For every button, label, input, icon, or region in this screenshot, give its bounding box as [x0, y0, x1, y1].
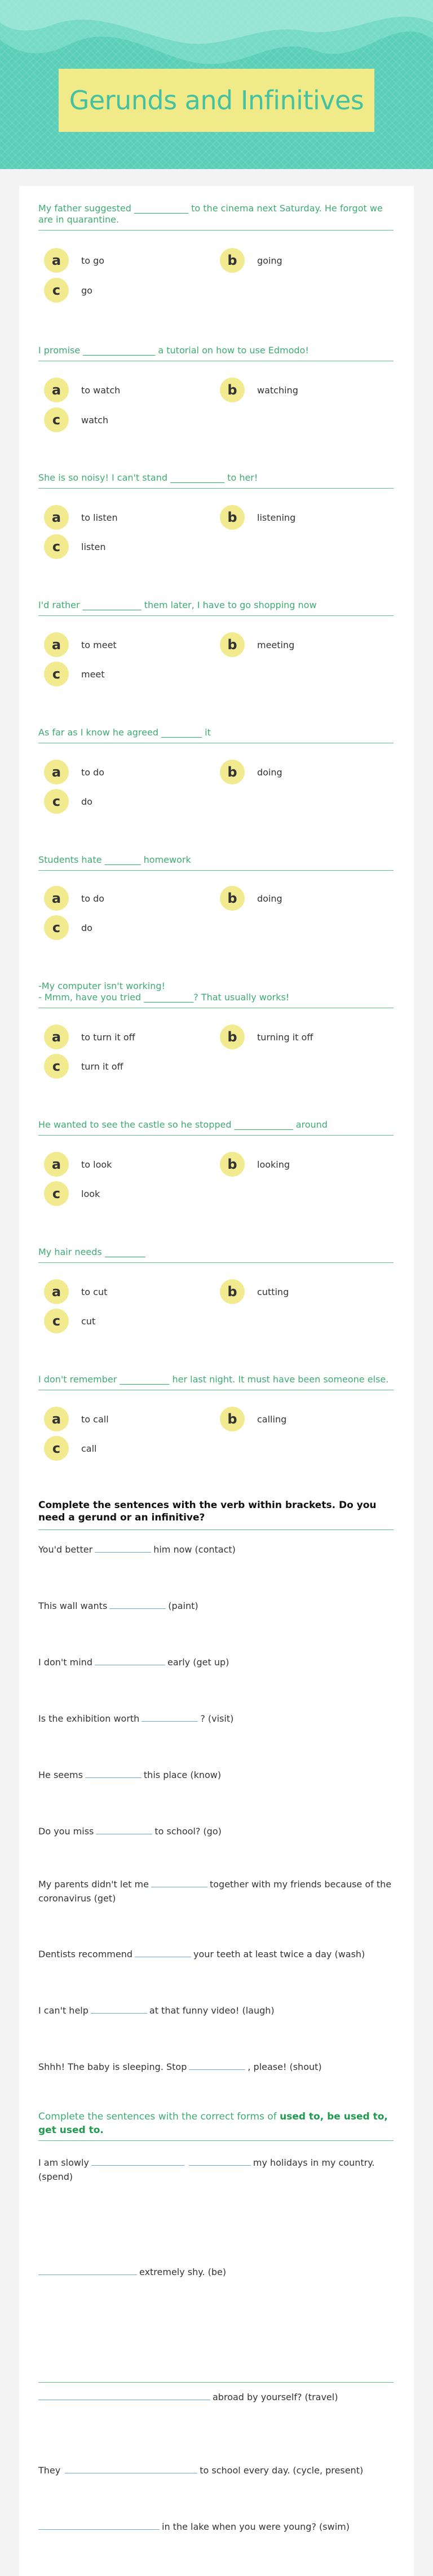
option-badge: c: [44, 1436, 69, 1461]
question-text: My hair needs _________: [38, 1247, 394, 1263]
option-label: do: [81, 922, 92, 933]
option-b[interactable]: [220, 1152, 290, 1177]
option-c[interactable]: [44, 407, 108, 432]
question-text: She is so noisy! I can't stand ____________ to her!: [38, 472, 394, 489]
question-text: I don't remember ___________ her last night. It must have been someone else.: [38, 1374, 394, 1390]
option-a[interactable]: [44, 1152, 112, 1177]
option-badge: b: [220, 1279, 245, 1304]
question-text: I promise ________________ a tutorial on how to use Edmodo!: [38, 345, 394, 361]
option-badge: b: [220, 248, 245, 273]
option-badge: c: [44, 407, 69, 432]
question-text: My father suggested ____________ to the cinema next Saturday. He forgot we are in quarantine.: [38, 203, 394, 230]
sentence-text: him now (contact): [153, 1544, 236, 1555]
option-label: call: [81, 1443, 97, 1454]
sentence-text: my holidays in my country. (spend): [38, 2157, 375, 2182]
option-label: to do: [81, 766, 105, 778]
option-label: to meet: [81, 639, 117, 650]
answer-blank[interactable]: [142, 1711, 198, 1722]
answer-blank[interactable]: [38, 2389, 210, 2400]
mc-question-7: [38, 981, 413, 1008]
option-a[interactable]: [44, 760, 104, 784]
option-c[interactable]: [44, 1309, 95, 1333]
option-a[interactable]: [44, 1407, 109, 1431]
page-title: Gerunds and Infinitives: [69, 85, 364, 116]
option-label: to cut: [81, 1286, 108, 1297]
option-a[interactable]: [44, 632, 117, 657]
option-b[interactable]: [220, 1407, 286, 1431]
worksheet-card: [19, 186, 414, 2576]
mc-question-6: [38, 854, 413, 871]
sentence-text: He seems: [38, 1770, 83, 1780]
option-badge: a: [44, 1152, 69, 1177]
answer-blank[interactable]: [95, 1655, 165, 1665]
option-badge: b: [220, 1025, 245, 1049]
answer-blank[interactable]: [96, 1824, 152, 1834]
sentence-text: They: [38, 2465, 61, 2476]
option-b[interactable]: [220, 378, 298, 402]
fill-sentence-8: [38, 1947, 394, 1961]
header-banner: [0, 0, 433, 169]
option-badge: a: [44, 1279, 69, 1304]
option-a[interactable]: [44, 1025, 135, 1049]
option-badge: b: [220, 1152, 245, 1177]
sentence-text: extremely shy. (be): [139, 2267, 227, 2277]
option-label: watching: [257, 384, 298, 396]
sentence-text: Shhh! The baby is sleeping. Stop: [38, 2061, 187, 2072]
answer-blank[interactable]: [38, 2519, 160, 2530]
fill-sentence-5: [38, 1767, 394, 1782]
mc-question-9: [38, 1247, 413, 1263]
option-label: cut: [81, 1315, 96, 1327]
option-c[interactable]: [44, 534, 105, 559]
sentence-text: in the lake when you were young? (swim): [162, 2521, 350, 2532]
sentence-text: abroad by yourself? (travel): [213, 2392, 338, 2402]
mc-question-10: [38, 1374, 413, 1390]
divider: [38, 2382, 394, 2383]
answer-blank[interactable]: [85, 1767, 142, 1778]
option-c[interactable]: [44, 278, 92, 303]
option-label: turn it off: [81, 1061, 123, 1072]
sentence-text: ? (visit): [200, 1713, 234, 1724]
sentence-text: You'd better: [38, 1544, 93, 1555]
option-a[interactable]: [44, 248, 104, 273]
section-title-used-to: [38, 2110, 394, 2141]
answer-blank[interactable]: [189, 2155, 251, 2166]
option-label: to listen: [81, 512, 118, 523]
option-b[interactable]: [220, 760, 282, 784]
option-b[interactable]: [220, 1279, 289, 1304]
fill-sentence-3: [38, 1655, 394, 1669]
option-label: watch: [81, 414, 109, 425]
option-badge: c: [44, 1181, 69, 1206]
sentence-text: , please! (shout): [248, 2061, 322, 2072]
option-badge: a: [44, 886, 69, 911]
sentence-text: together with my friends because of the coronavirus (get): [38, 1879, 392, 1904]
answer-blank[interactable]: [95, 1542, 151, 1553]
option-label: calling: [257, 1413, 287, 1425]
option-badge: c: [44, 1309, 69, 1333]
question-text: He wanted to see the castle so he stopped _____________ around: [38, 1119, 394, 1136]
used-to-sentence-3: [38, 2389, 394, 2404]
option-c[interactable]: [44, 1181, 100, 1206]
mc-question-8: [38, 1119, 413, 1136]
option-badge: b: [220, 378, 245, 402]
option-label: to go: [81, 255, 105, 266]
mc-question-1: [38, 203, 413, 230]
question-text: As far as I know he agreed _________ it: [38, 727, 394, 743]
option-label: to watch: [81, 384, 121, 396]
answer-blank[interactable]: [135, 1947, 191, 1957]
answer-blank[interactable]: [109, 1598, 166, 1609]
option-badge: b: [220, 886, 245, 911]
option-label: looking: [257, 1159, 290, 1170]
option-label: turning it off: [257, 1031, 313, 1043]
option-badge: b: [220, 760, 245, 784]
section-title-bold: used to, be used to, get used to.: [38, 2111, 388, 2136]
option-c[interactable]: [44, 915, 92, 940]
answer-blank[interactable]: [91, 2003, 147, 2014]
option-label: doing: [257, 893, 282, 904]
option-label: listen: [81, 541, 106, 552]
option-label: meet: [81, 668, 105, 680]
used-to-sentence-1: [38, 2155, 394, 2184]
fill-sentence-6: [38, 1824, 394, 1838]
sentence-text: your teeth at least twice a day (wash): [193, 1949, 365, 1959]
option-badge: c: [44, 1054, 69, 1079]
option-c[interactable]: [44, 789, 92, 814]
option-badge: a: [44, 378, 69, 402]
option-badge: b: [220, 1407, 245, 1431]
option-badge: a: [44, 505, 69, 530]
mc-question-3: [38, 472, 413, 489]
option-badge: c: [44, 662, 69, 686]
option-label: go: [81, 285, 92, 296]
fill-sentence-9: [38, 2003, 394, 2018]
sentence-text: I can't help: [38, 2005, 89, 2016]
option-badge: c: [44, 915, 69, 940]
question-text: I'd rather _____________ them later, I have to go shopping now: [38, 600, 394, 616]
option-c[interactable]: [44, 662, 105, 686]
question-text: Students hate ________ homework: [38, 854, 394, 871]
option-a[interactable]: [44, 505, 118, 530]
option-c[interactable]: [44, 1436, 97, 1461]
option-label: cutting: [257, 1286, 289, 1297]
option-label: meeting: [257, 639, 295, 650]
option-b[interactable]: [220, 632, 294, 657]
answer-blank[interactable]: [189, 2059, 245, 2070]
answer-blank[interactable]: [65, 2463, 197, 2473]
option-a[interactable]: [44, 1279, 107, 1304]
fill-sentence-2: [38, 1598, 394, 1613]
answer-blank[interactable]: [38, 2264, 137, 2275]
section-title-text: Complete the sentences with the correct forms of: [38, 2111, 280, 2122]
option-label: do: [81, 796, 92, 807]
option-a[interactable]: [44, 378, 120, 402]
sentence-text: at that funny video! (laugh): [149, 2005, 275, 2016]
sentence-text: (paint): [168, 1600, 198, 1611]
option-label: doing: [257, 766, 282, 778]
sentence-text: to school? (go): [154, 1826, 222, 1837]
option-badge: a: [44, 632, 69, 657]
option-badge: b: [220, 632, 245, 657]
sentence-text: Dentists recommend: [38, 1949, 133, 1959]
option-b[interactable]: [220, 1025, 313, 1049]
option-label: to call: [81, 1413, 109, 1425]
fill-sentence-4: [38, 1711, 394, 1726]
option-label: to look: [81, 1159, 112, 1170]
option-badge: c: [44, 534, 69, 559]
option-b[interactable]: [220, 248, 282, 273]
sentence-text: I am slowly: [38, 2157, 89, 2168]
option-label: going: [257, 255, 282, 266]
mc-question-2: [38, 345, 413, 361]
option-c[interactable]: [44, 1054, 123, 1079]
option-badge: a: [44, 1407, 69, 1431]
question-text: -My computer isn't working! - Mmm, have you tried ___________? That usually works!: [38, 981, 394, 1008]
option-badge: a: [44, 1025, 69, 1049]
option-badge: a: [44, 248, 69, 273]
option-a[interactable]: [44, 886, 104, 911]
answer-blank[interactable]: [151, 1877, 207, 1887]
section-title-gerund-infinitive: Complete the sentences with the verb within brackets. Do you need a gerund or an infinitive?: [38, 1499, 394, 1530]
used-to-sentence-2: [38, 2264, 394, 2279]
fill-sentence-7: [38, 1877, 394, 1905]
option-badge: b: [220, 505, 245, 530]
sentence-text: Do you miss: [38, 1826, 94, 1837]
sentence-text: Is the exhibition worth: [38, 1713, 140, 1724]
option-label: to turn it off: [81, 1031, 135, 1043]
fill-sentence-10: [38, 2059, 394, 2074]
fill-sentence-1: [38, 1542, 394, 1557]
used-to-sentence-4: [38, 2463, 394, 2477]
option-badge: c: [44, 278, 69, 303]
option-badge: c: [44, 789, 69, 814]
option-label: to do: [81, 893, 105, 904]
sentence-text: early (get up): [167, 1657, 229, 1668]
sentence-text: My parents didn't let me: [38, 1879, 149, 1890]
answer-blank[interactable]: [91, 2155, 184, 2166]
sentence-text: this place (know): [143, 1770, 222, 1780]
mc-question-4: [38, 600, 413, 616]
sentence-text: to school every day. (cycle, present): [200, 2465, 364, 2476]
option-b[interactable]: [220, 886, 282, 911]
option-badge: a: [44, 760, 69, 784]
used-to-sentence-5: [38, 2519, 394, 2534]
sentence-text: This wall wants: [38, 1600, 108, 1611]
option-b[interactable]: [220, 505, 295, 530]
title-box: [59, 69, 374, 132]
sentence-text: I don't mind: [38, 1657, 92, 1668]
option-label: look: [81, 1188, 100, 1199]
option-label: listening: [257, 512, 296, 523]
mc-question-5: [38, 727, 413, 743]
